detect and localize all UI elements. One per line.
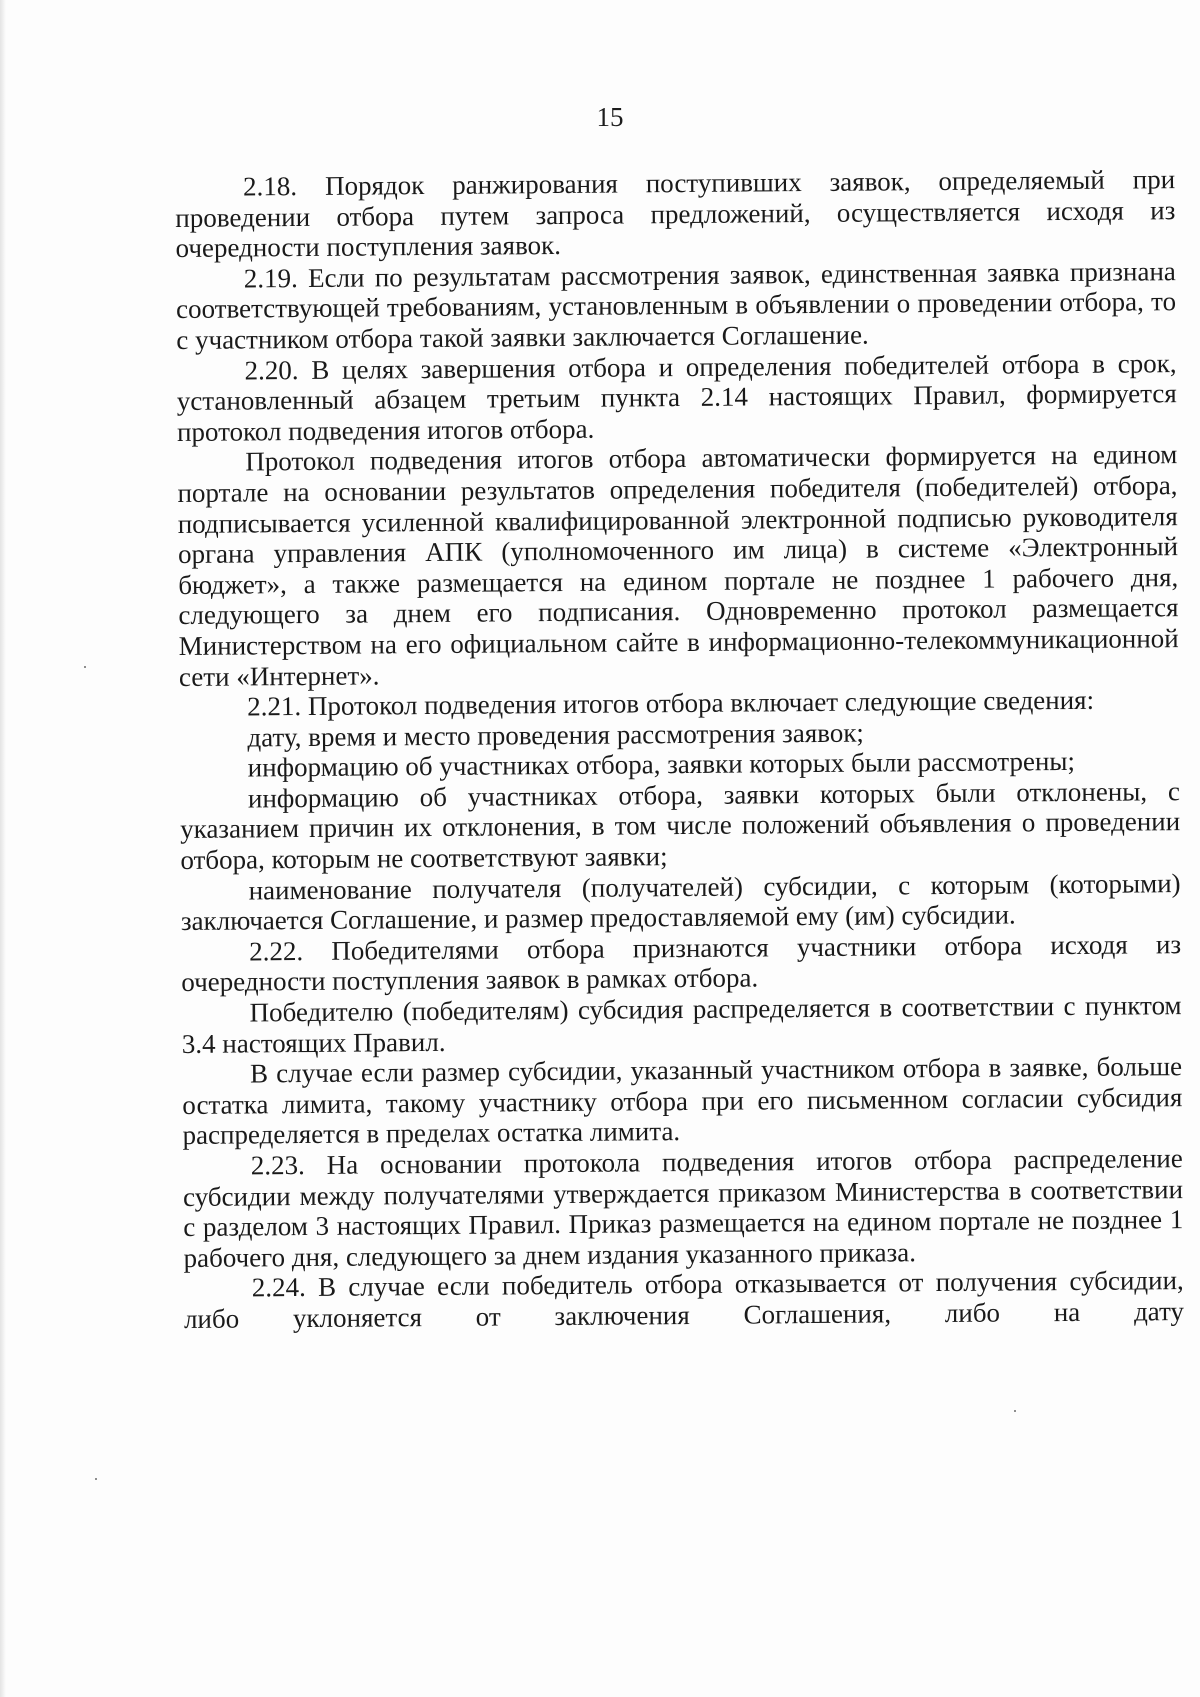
paragraph-distribution: Победителю (победителям) субсидия распределяется в соответствии с пунктом 3.4 настоящих Правил. (181, 990, 1182, 1059)
paragraph-2-19: 2.19. Если по результатам рассмотрения заявок, единственная заявка признана соответствующей требованиям, установленным в объявлении о проведении отбора, то с участником отбора такой заявки заключается Соглашение. (175, 255, 1177, 355)
paragraph-2-22: 2.22. Победителями отбора признаются участники отбора исходя из очередности поступления заявок в рамках отбора. (181, 928, 1182, 998)
paragraph-protocol: Протокол подведения итогов отбора автоматически формируется на едином портале на основании результатов определения победителя (победителей) отбора, подписывается усиленной квалифицированной электронной подписью руководителя органа управления АПК (уполномоченного им лица) в системе «Электронный бюджет», а также размещается на едином портале не позднее 1 рабочего дня, следующего за днем его подписания. Одновременно протокол размещается Министерством на его официальном сайте в информационно-телекоммуникационной сети «Интернет». (177, 439, 1179, 692)
scan-speck (84, 666, 86, 668)
document-body (175, 164, 1184, 1334)
list-item-reviewed-participants: информацию об участниках отбора, заявки которых были рассмотрены; (247, 746, 1076, 783)
scan-speck (1014, 1410, 1016, 1412)
scan-edge-shadow (0, 0, 6, 1697)
paragraph-2-20: 2.20. В целях завершения отбора и определения победителей отбора в срок, установленный абзацем третьим пункта 2.14 настоящих Правил, формируется протокол подведения итогов отбора. (176, 347, 1177, 447)
list-item-recipient-name: наименование получателя (получателей) субсидии, с которым (которыми) заключается Соглашение, и размер предоставляемой ему (им) субсидии. (180, 867, 1181, 937)
page-number: 15 (596, 102, 624, 132)
paragraph-2-18: 2.18. Порядок ранжирования поступивших заявок, определяемый при проведении отбора путем запроса предложений, осуществляется исходя из очередности поступления заявок. (175, 164, 1176, 264)
paragraph-2-23: 2.23. На основании протокола подведения итогов отбора распределение субсидии между получателями утверждается приказом Министерства в соответствии с разделом 3 настоящих Правил. Приказ размещается на едином портале не позднее 1 рабочего дня, следующего за днем издания указанного приказа. (182, 1143, 1184, 1273)
paragraph-2-21: 2.21. Протокол подведения итогов отбора включает следующие сведения: (247, 684, 1095, 722)
list-item-date-time-place: дату, время и место проведения рассмотрения заявок; (247, 717, 864, 753)
list-item-rejected-participants: информацию об участниках отбора, заявки которых были отклонены, с указанием причин их отклонения, в том числе положений объявления о проведении отбора, которым не соответствуют заявки; (180, 776, 1181, 876)
paragraph-2-24: 2.24. В случае если победитель отбора отказывается от получения субсидии, либо уклоняется от заключения Соглашения, либо на дату (183, 1265, 1185, 1334)
scan-speck (95, 1478, 97, 1480)
paragraph-limit-remainder: В случае если размер субсидии, указанный участником отбора в заявке, больше остатка лимита, такому участнику отбора при его письменном согласии субсидия распределяется в пределах остатка лимита. (182, 1051, 1183, 1151)
